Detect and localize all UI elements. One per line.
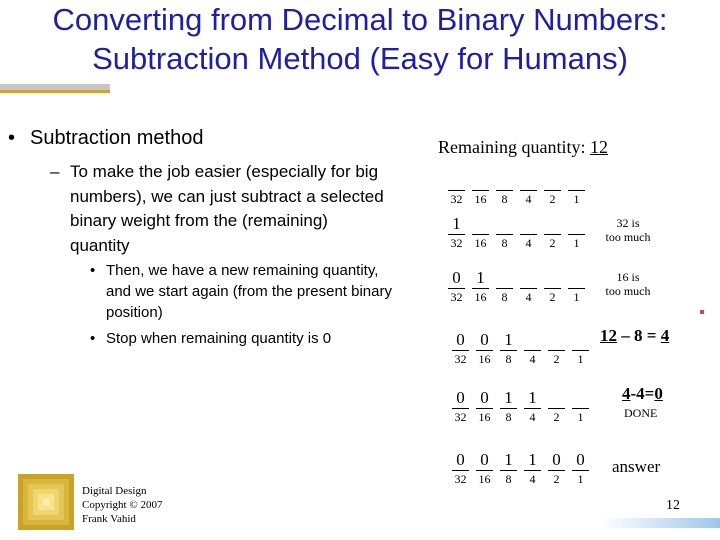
bit-weight: 4 (525, 290, 532, 304)
bit-slot (548, 330, 565, 351)
bit-weight: 1 (577, 410, 584, 424)
bit-weight: 32 (450, 290, 463, 304)
note-row-1 (598, 216, 658, 244)
bit-slot: 1 (500, 388, 517, 409)
bit-slot (524, 330, 541, 351)
bit-slot (544, 170, 561, 191)
bit-slot: 0 (476, 450, 493, 471)
bit-slot: 0 (452, 450, 469, 471)
title-rule-gold (0, 90, 110, 93)
bit-weight: 2 (549, 192, 556, 206)
bit-slot: 1 (500, 330, 517, 351)
bit-slot: 1 (448, 214, 465, 235)
bit-weight: 16 (474, 236, 487, 250)
bit-slot (568, 214, 585, 235)
slide-title: Converting from Decimal to Binary Numbers: Subtraction Method (Easy for Humans) (52, 2, 668, 76)
remaining-quantity (438, 137, 608, 158)
bit-weight: 2 (553, 410, 560, 424)
bit-slot (544, 268, 561, 289)
equation-row-4-right: 0 (654, 384, 663, 403)
bit-slot: 1 (500, 450, 517, 471)
bit-weight: 8 (501, 192, 508, 206)
bullet-level3-b (90, 328, 396, 349)
bit-weight: 8 (505, 410, 512, 424)
bit-weight: 4 (525, 236, 532, 250)
note-row-1-line1: 32 is (616, 216, 640, 230)
bullet-level1-text: Subtraction method (30, 127, 204, 149)
bit-weight: 8 (505, 352, 512, 366)
bullet-dot-icon: • (90, 262, 96, 279)
bullet-level3-a-text: Then, we have a new remaining quantity, and we start again (from the present binary position) (106, 262, 392, 321)
bit-weight: 16 (474, 192, 487, 206)
page-number: 12 (666, 498, 680, 513)
bit-slot (472, 170, 489, 191)
bullet-level2 (50, 160, 390, 258)
bit-slot: 0 (572, 450, 589, 471)
bit-weight: 1 (573, 192, 580, 206)
remaining-value: 12 (589, 137, 608, 157)
bit-slot: 0 (452, 388, 469, 409)
bit-weight: 16 (478, 472, 491, 486)
equation-row-4-left: 4 (622, 384, 631, 403)
note-row-2-line2: too much (605, 284, 651, 298)
bit-slot (496, 268, 513, 289)
bullet-level1 (8, 127, 204, 150)
bit-weight: 2 (553, 352, 560, 366)
equation-row-4-op: -4= (630, 384, 655, 403)
bit-weight: 8 (501, 236, 508, 250)
bit-weight: 4 (529, 472, 536, 486)
bit-slot: 0 (476, 388, 493, 409)
bit-weight: 16 (478, 410, 491, 424)
bullet-level3-a (90, 260, 396, 323)
bit-weight: 8 (505, 472, 512, 486)
bit-slot: 1 (472, 268, 489, 289)
bit-weight: 32 (450, 236, 463, 250)
bit-weight: 1 (577, 472, 584, 486)
equation-row-3-left: 12 (600, 326, 617, 345)
bit-weight: 32 (454, 472, 467, 486)
note-row-1-line2: too much (605, 230, 651, 244)
bit-slot (520, 214, 537, 235)
bit-slot (448, 170, 465, 191)
textbook-logo-icon (18, 474, 74, 530)
bit-weight: 4 (529, 410, 536, 424)
bit-slot: 1 (524, 388, 541, 409)
bit-weight: 2 (553, 472, 560, 486)
copyright-footer (82, 484, 162, 526)
equation-row-4 (622, 384, 663, 404)
bullet-dot-icon: • (90, 330, 96, 347)
bit-slot: 0 (448, 268, 465, 289)
answer-label: answer (612, 457, 661, 476)
bit-weight: 4 (525, 192, 532, 206)
bit-slot: 0 (476, 330, 493, 351)
bit-weight: 16 (474, 290, 487, 304)
bit-slot (520, 170, 537, 191)
marker-dot (700, 310, 704, 314)
bit-weight: 8 (501, 290, 508, 304)
footer-line-3: Frank Vahid (82, 513, 136, 525)
bit-slot (572, 388, 589, 409)
note-row-2 (598, 270, 658, 298)
bullet-dot-icon: • (8, 127, 16, 149)
bullet-level2-text: To make the job easier (especially for big numbers), we can just subtract a selected binary weight from the (remaining) quantity (70, 162, 384, 255)
bit-weight: 4 (529, 352, 536, 366)
bit-slot: 0 (452, 330, 469, 351)
bit-weight: 32 (454, 352, 467, 366)
bullet-level3-b-text: Stop when remaining quantity is 0 (106, 330, 332, 347)
bit-weight: 32 (454, 410, 467, 424)
footer-gradient-bar (600, 518, 720, 528)
bit-weight: 16 (478, 352, 491, 366)
bullet-dash-icon: – (50, 162, 60, 181)
textbook-logo (18, 474, 74, 530)
note-row-2-line1: 16 is (616, 270, 640, 284)
bit-weight: 2 (549, 290, 556, 304)
bit-slot (568, 268, 585, 289)
equation-row-3 (600, 326, 669, 346)
bit-weight: 1 (573, 290, 580, 304)
bit-weight: 1 (573, 236, 580, 250)
bit-slot (496, 214, 513, 235)
footer-line-1: Digital Design (82, 485, 147, 497)
bit-slot (568, 170, 585, 191)
bit-weight: 1 (577, 352, 584, 366)
bit-weight: 32 (450, 192, 463, 206)
bit-weight: 2 (549, 236, 556, 250)
done-label: DONE (624, 406, 658, 420)
remaining-label: Remaining quantity: (438, 137, 586, 157)
bit-slot (572, 330, 589, 351)
bit-slot (548, 388, 565, 409)
equation-row-3-right: 4 (660, 326, 670, 345)
footer-line-2: Copyright © 2007 (82, 499, 163, 511)
bit-slot (520, 268, 537, 289)
equation-row-3-op: – 8 = (617, 326, 661, 345)
bit-slot: 0 (548, 450, 565, 471)
bit-slot (544, 214, 561, 235)
bit-slot: 1 (524, 450, 541, 471)
bit-slot (472, 214, 489, 235)
bit-slot (496, 170, 513, 191)
